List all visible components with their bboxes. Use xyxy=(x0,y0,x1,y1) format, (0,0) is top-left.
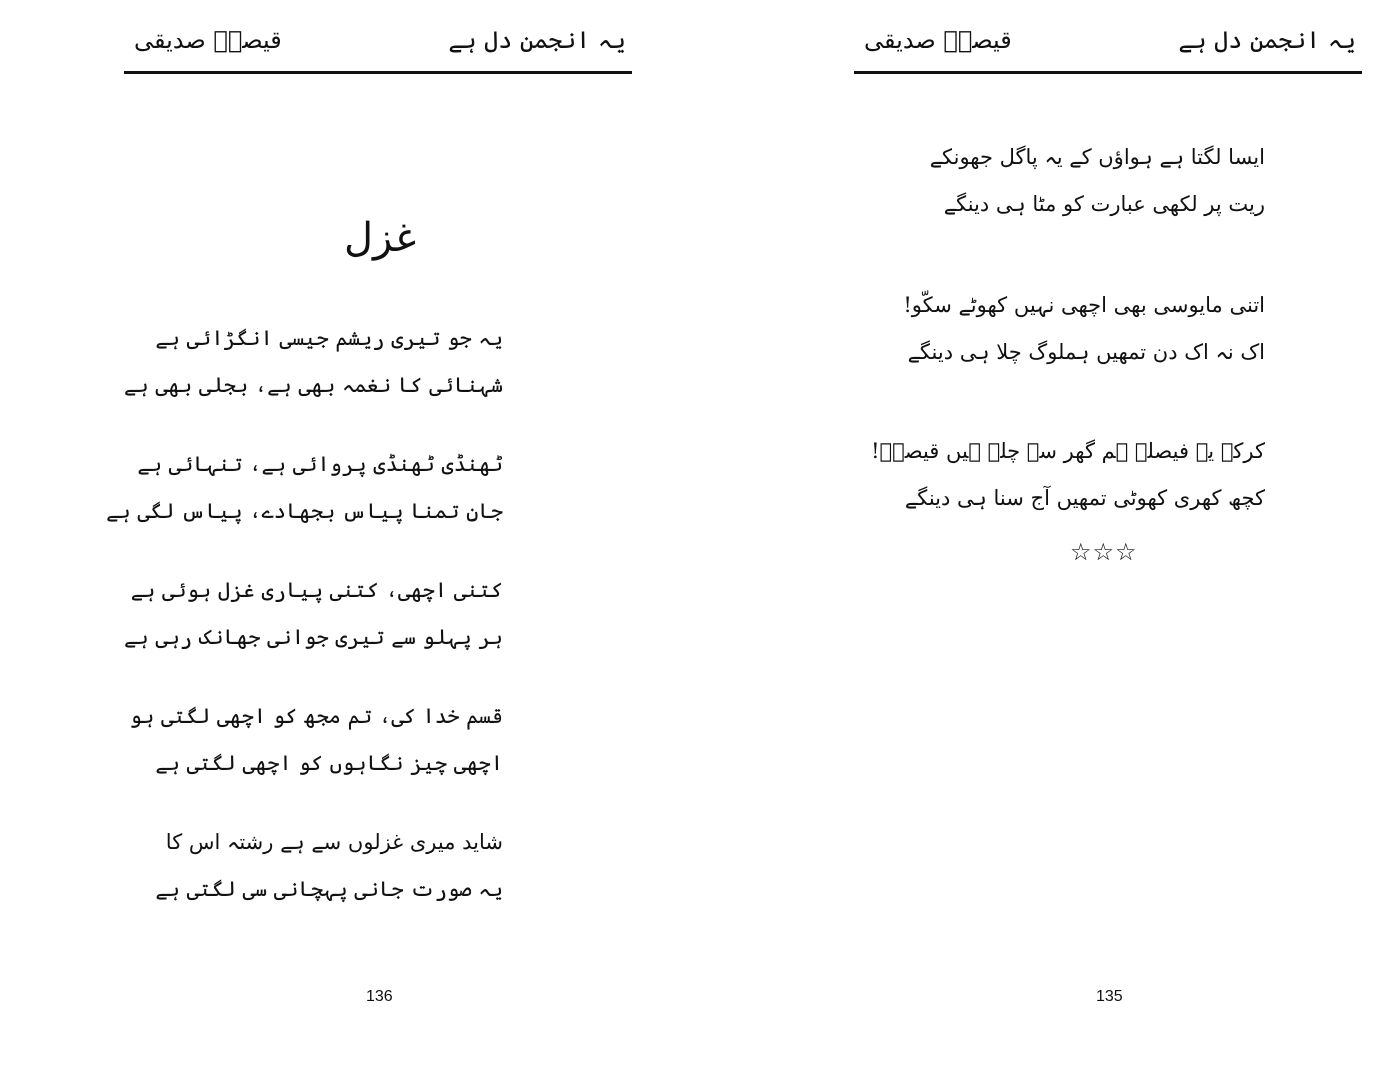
verse-line: کتنی اچھی، کتنی پیاری غزل ہوئی ہے xyxy=(130,578,503,602)
page-header xyxy=(124,18,632,74)
verse-line: قسم خدا کی، تم مجھ کو اچھی لگتی ہو xyxy=(129,704,503,728)
stanza xyxy=(129,693,503,787)
verse-line: ایسا لگتا ہے ہواؤں کے یہ پاگل جھونکے xyxy=(929,145,1265,169)
verse-line: شہنائی کا نغمہ بھی ہے، بجلی بھی ہے xyxy=(124,373,503,397)
verse-line: شاید میری غزلوں سے ہے رشتہ اس کا xyxy=(165,830,503,854)
verse-line: ٹھنڈی ٹھنڈی پروائی ہے، تنہائی ہے xyxy=(137,452,503,476)
verse-line: کرکے یہ فیصلہ ہم گھر سے چلے ہیں قیصرؔ! xyxy=(871,439,1265,463)
stanza xyxy=(124,315,503,409)
verse-line: اک نہ اک دن تمھیں ہملوگ چلا ہی دینگے xyxy=(907,340,1265,364)
verse-line: ہر پہلو سے تیری جوانی جھانک رہی ہے xyxy=(124,625,503,649)
verse-line: جانِ تمنا پیاس بجھادے، پیاس لگی ہے xyxy=(106,499,503,523)
ghazal-title: غزل xyxy=(343,215,417,261)
verse-line: یہ صورت جانی پہچانی سی لگتی ہے xyxy=(155,877,503,901)
stanza xyxy=(903,282,1265,376)
page-number: 135 xyxy=(1096,988,1123,1005)
author-name: قیصرؔ صدیقی xyxy=(134,26,282,54)
book-title: یہ انجمن دل ہے xyxy=(1178,26,1356,54)
book-title: یہ انجمن دل ہے xyxy=(448,26,626,54)
verse-line: اچھی چیز نگاہوں کو اچھی لگتی ہے xyxy=(155,751,503,775)
right-page xyxy=(698,0,1397,1080)
stanza xyxy=(871,428,1265,522)
page-number: 136 xyxy=(366,988,393,1005)
verse-line: یہ جو تیری ریشم جیسی انگڑائی ہے xyxy=(155,326,503,350)
stanza xyxy=(124,567,503,661)
stanza xyxy=(106,441,503,535)
end-stars-icon: ☆☆☆ xyxy=(1070,538,1138,566)
left-page xyxy=(0,0,698,1080)
verse-line: ریت پر لکھی عبارت کو مٹا ہی دینگے xyxy=(943,192,1265,216)
verse-line: کچھ کھری کھوٹی تمھیں آج سنا ہی دینگے xyxy=(904,486,1265,510)
verse-line: اتنی مایوسی بھی اچھی نہیں کھوٹے سکّو! xyxy=(903,293,1265,317)
author-name: قیصرؔ صدیقی xyxy=(864,26,1012,54)
page-header xyxy=(854,18,1362,74)
stanza xyxy=(929,134,1265,228)
stanza xyxy=(155,819,503,913)
